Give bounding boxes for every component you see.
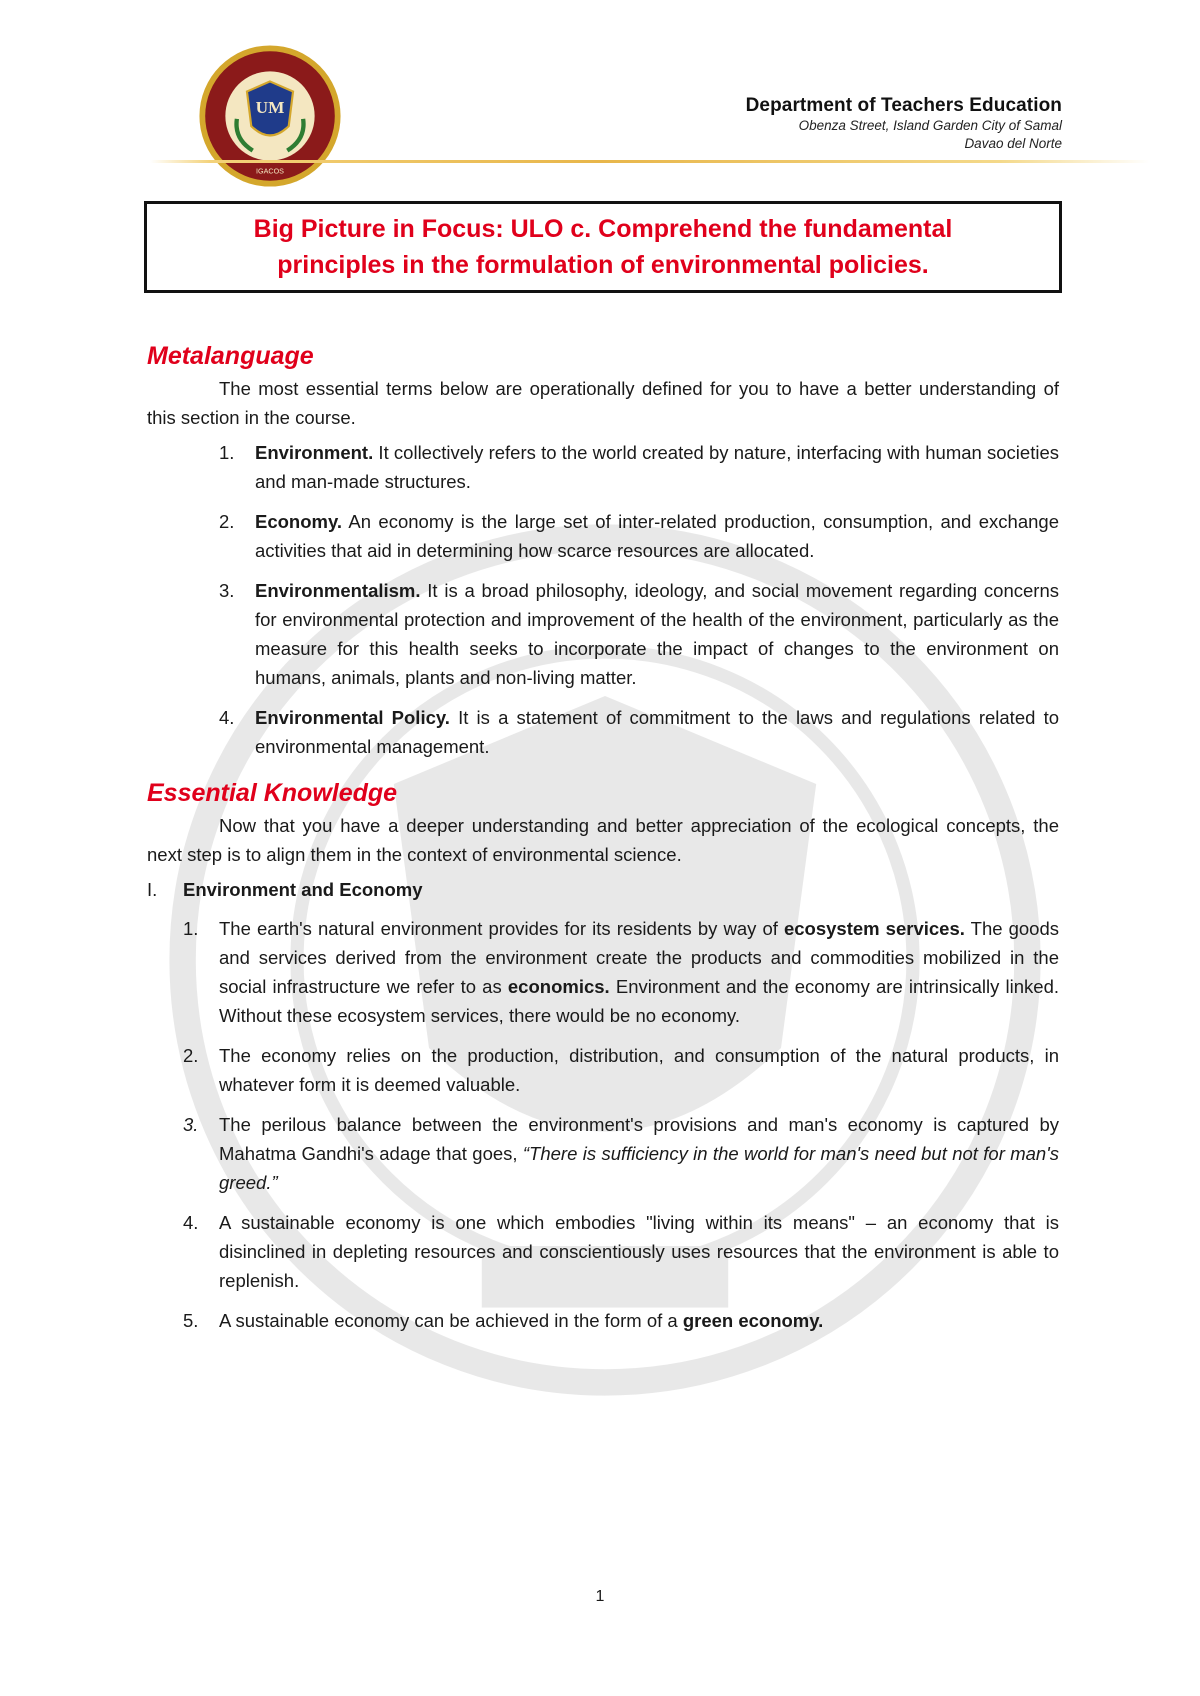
item-number: 4. [183, 1212, 199, 1233]
focus-title [193, 211, 1013, 283]
item-number: 4. [219, 707, 235, 728]
svg-text:IGACOS: IGACOS [256, 166, 284, 176]
item-bold: economics. [507, 976, 610, 997]
item-text: Environment and the economy are intrinsically linked. Without these ecosystem services, there would be no economy. [219, 976, 1060, 1026]
section-heading [147, 875, 1059, 904]
item-text: The perilous balance between the environment's provisions and man's economy is captured by Mahatma Gandhi's adage that goes, [219, 1114, 1059, 1164]
definition-item [147, 576, 1059, 692]
essential-knowledge-heading: Essential Knowledge [147, 779, 398, 807]
item-text: The economy relies on the production, distribution, and consumption of the natural products, in whatever form it is deemed valuable. [219, 1045, 1059, 1095]
definition-text: It collectively refers to the world created by nature, interfacing with human societies and man-made structures. [255, 442, 1059, 492]
item-bold: green economy. [682, 1310, 824, 1331]
metalanguage-intro: The most essential terms below are operationally defined for you to have a better understanding of this section in the course. [147, 378, 1059, 428]
section-number: I. [147, 879, 158, 900]
economy-list [147, 914, 1059, 1335]
header-text [746, 95, 1062, 153]
item-text: The earth's natural environment provides for its residents by way of [219, 918, 784, 939]
definition-list [147, 438, 1059, 761]
item-number: 1. [183, 918, 199, 939]
list-item [147, 1208, 1059, 1295]
definition-item [147, 703, 1059, 761]
definition-item [147, 507, 1059, 565]
item-bold: ecosystem services. [783, 918, 965, 939]
item-text: A sustainable economy is one which embodies "living within its means" – an economy that is disinclined in depleting resources and conscientiously uses resources that the environment is able to replenish. [219, 1212, 1059, 1291]
address-line-1: Obenza Street, Island Garden City of Samal [798, 118, 1062, 133]
item-number: 5. [183, 1310, 199, 1331]
header-divider [150, 160, 1150, 163]
college-seal-logo [198, 44, 342, 188]
item-number: 3. [183, 1114, 199, 1135]
gandhi-quote: “There is sufficiency in the world for man's need but not for man's greed.” [219, 1143, 1059, 1193]
metalanguage-heading: Metalanguage [147, 342, 314, 370]
item-text: The goods and services derived from the environment create the products and commodities mobilized in the social infrastructure we refer to as [219, 918, 1060, 997]
definition-term: Environmental Policy. [255, 707, 450, 728]
item-number: 3. [219, 580, 235, 601]
definition-term: Economy. [255, 511, 343, 532]
definition-term: Environmentalism. [255, 580, 421, 601]
item-number: 1. [219, 442, 235, 463]
essential-intro: Now that you have a deeper understanding and better appreciation of the ecological concepts, the next step is to align them in the context of environmental science. [147, 815, 1059, 865]
definition-text: It is a broad philosophy, ideology, and social movement regarding concerns for environmental protection and improvement of the health of the environment, particularly as the measure for this health seeks to incorporate the impact of changes to the environment on humans, animals, plants and non-living matter. [255, 580, 1059, 688]
list-item [147, 1041, 1059, 1099]
list-item [147, 914, 1059, 1030]
main-content [147, 338, 1059, 1346]
svg-text:UM: UM [255, 98, 285, 118]
section-title: Environment and Economy [183, 879, 423, 900]
definition-term: Environment. [255, 442, 374, 463]
list-item [147, 1306, 1059, 1335]
definition-text: An economy is the large set of inter-related production, consumption, and exchange activities that aid in determining how scarce resources are allocated. [255, 511, 1059, 561]
page-number: 1 [595, 1588, 605, 1605]
address-line-2: Davao del Norte [964, 136, 1062, 151]
definition-text: It is a statement of commitment to the laws and regulations related to environmental management. [255, 707, 1059, 757]
definition-item [147, 438, 1059, 496]
item-number: 2. [219, 511, 235, 532]
focus-title-line-2: principles in the formulation of environmental policies. [277, 251, 929, 279]
list-item [147, 1110, 1059, 1197]
item-text: A sustainable economy can be achieved in the form of a [219, 1310, 683, 1331]
item-number: 2. [183, 1045, 199, 1066]
department-name: Department of Teachers Education [745, 95, 1062, 116]
focus-title-line-1: Big Picture in Focus: ULO c. Comprehend the fundamental [253, 215, 953, 243]
big-picture-focus-box [144, 201, 1062, 293]
